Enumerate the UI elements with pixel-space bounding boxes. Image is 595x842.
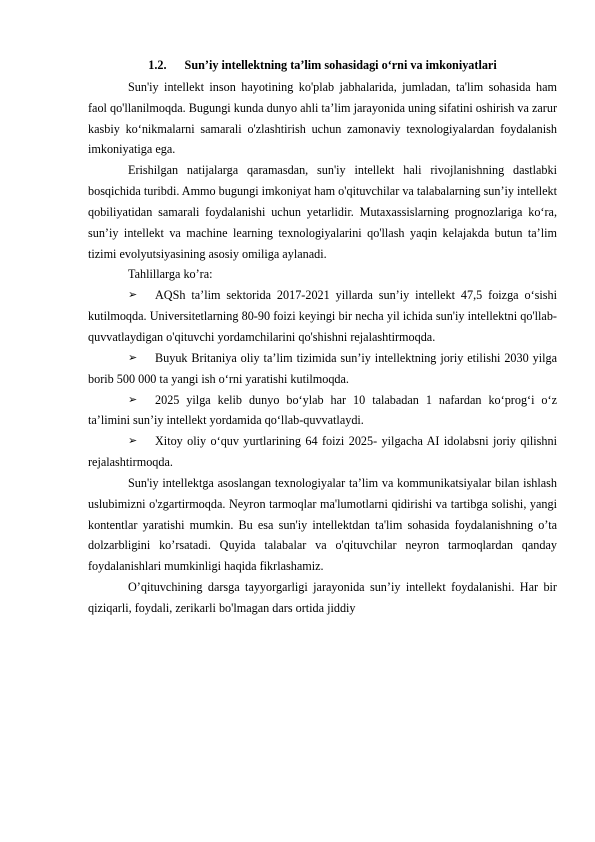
paragraph: Erishilgan natijalarga qaramasdan, sun'iy intellekt hali rivojlanishning dastlabki bosqichida turibdi. Ammo bugungi imkoniyat ham o'qituvchilar va talabalarning sun’iy intellekt qobiliyatidan samarali foydalanishi uchun yetarlidir. Mutaxassislarning prognozlariga ko‘ra, sun’iy intellekt va machine learning texnologiyalarini qo'llash yaqin kelajakda butun ta’lim tizimi evolyutsiyasining asosiy omiliga aylanadi.: [88, 163, 557, 261]
list-item: [88, 390, 557, 432]
list-item-text: Buyuk Britaniya oliy ta’lim tizimida sun’iy intellektning joriy etilishi 2030 yilga borib 500 000 ta yangi ish o‘rni yaratishi kutilmoqda.: [88, 350, 557, 386]
arrowhead-bullet-icon: ➢: [128, 434, 138, 448]
section-title: Sun’iy intellektning ta’lim sohasidagi o‘rni va imkoniyatlari: [184, 58, 497, 72]
paragraph: O’qituvchining darsga tayyorgarligi jarayonida sun’iy intellekt foydalanishi. Har bir qiziqarli, foydali, zerikarli bo'lmagan dars ortida jiddiy: [88, 580, 557, 615]
document-page: [88, 55, 557, 619]
section-heading: [88, 55, 557, 76]
section-number: 1.2.: [148, 58, 167, 72]
paragraph-lead-in: Tahlillarga ko’ra:: [128, 267, 213, 282]
paragraph: Sun'iy intellektga asoslangan texnologiyalar ta’lim va kommunikatsiyalar bilan ishlash uslubimizni o'zgartirmoqda. Neyron tarmoqlar ma'lumotlarni qidirishi va tartibga solishi, yangi kontentlar yaratishi mumkin. Bu esa sun'iy intellektdan ta'lim sohasida foydalanishning o’ta dolzarbligini ko’rsatadi. Quyida talabalar va o'qituvchilar neyron tarmoqlardan qanday foydalanishlari mumkinligi haqida fikrlashamiz.: [88, 475, 557, 574]
arrowhead-bullet-icon: ➢: [128, 350, 138, 364]
list-item-text: 2025 yilga kelib dunyo bo‘ylab har 10 talabadan 1 nafardan ko‘prog‘i o‘z ta’limini sun’iy intellekt yordamida qo‘llab-quvvatlaydi.: [88, 392, 557, 428]
list-item-text: Xitoy oliy o‘quv yurtlarining 64 foizi 2025- yilgacha AI idolabsni joriy qilishni rejalashtirmoqda.: [88, 434, 557, 470]
list-item-text: AQSh ta’lim sektorida 2017-2021 yillarda sun’iy intellekt 47,5 foizga o‘sishi kutilmoqda. Universitetlarning 80-90 foizi keyingi bir necha yil ichida sun'iy intellektni qo'llab- quvvatlaydigan o'qituvchi yordamchilarini qo'shishni rejalashtirmoqda.: [88, 288, 557, 344]
paragraph: Sun'iy intellekt inson hayotining ko'plab jabhalarida, jumladan, ta'lim sohasida ham faol qo'llanilmoqda. Bugungi kunda dunyo ahli ta’lim jarayonida uning sifatini oshirish va zarur kasbiy ko‘nikmalarni samarali o'zlashtirish uchun zamonaviy texnologiyalardan foydalanish imkoniyatiga ega.: [88, 79, 557, 157]
arrowhead-bullet-icon: ➢: [128, 392, 138, 406]
list-item: [88, 348, 557, 390]
list-item: [88, 431, 557, 473]
list-item: [88, 285, 557, 348]
arrowhead-bullet-icon: ➢: [128, 288, 138, 302]
